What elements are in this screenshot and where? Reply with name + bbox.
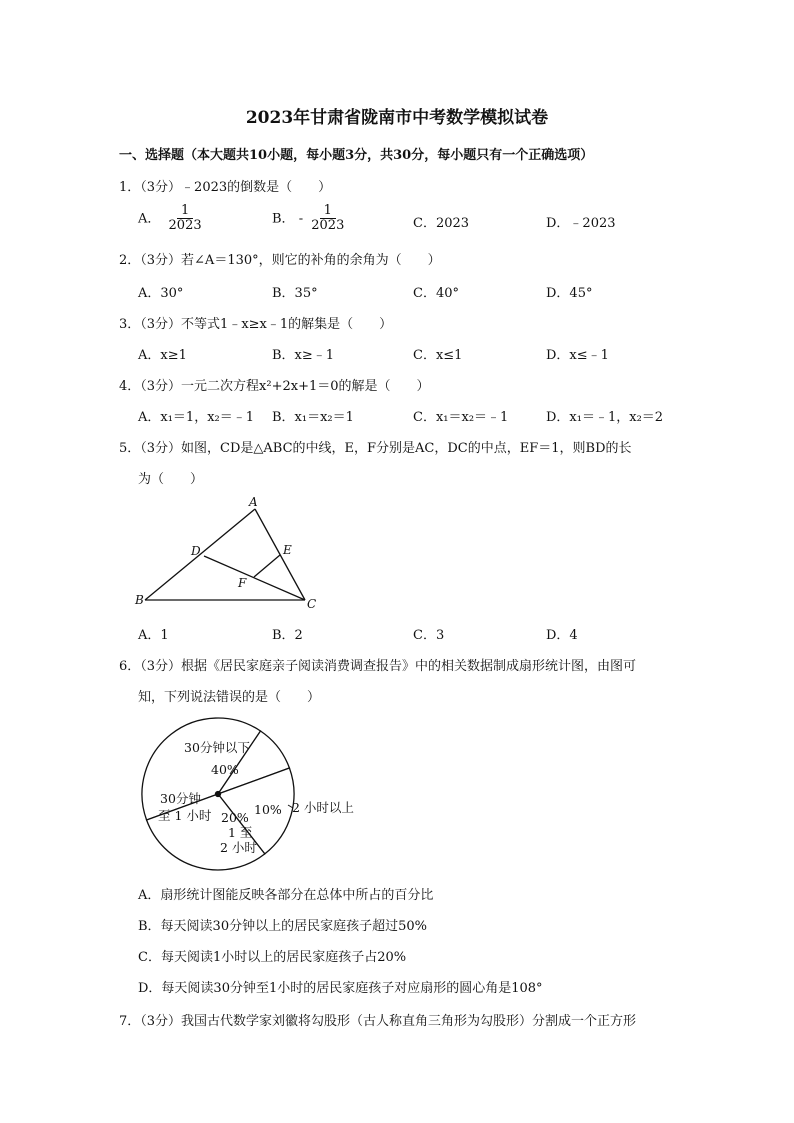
segment-ac [255, 509, 305, 600]
q4-stem: 4．（3分）一元二次方程x²+2x+1＝0的解是（ ） [119, 379, 430, 394]
pie-label-s2-name-1: 30分钟 [160, 791, 201, 806]
q1-option-a [138, 204, 206, 234]
q1-b-den: 2023 [311, 218, 345, 234]
q2-option-c: C．40° [413, 286, 459, 301]
label-e: E [283, 543, 292, 557]
q1-a-fraction [165, 204, 206, 234]
triangle-figure [130, 492, 330, 617]
pie-label-s1-pct: 40% [211, 762, 239, 777]
q5-option-a: A．1 [138, 628, 169, 643]
q4-option-c: C．x₁＝x₂＝﹣1 [413, 410, 509, 425]
q3-option-a: A．x≥1 [138, 348, 187, 363]
q5-option-b: B．2 [272, 628, 303, 643]
q1-a-den: 2023 [168, 218, 202, 234]
q6-option-a: A．扇形统计图能反映各部分在总体中所占的百分比 [138, 888, 434, 903]
q2-option-b: B．35° [272, 286, 318, 301]
q4-option-a: A．x₁＝1，x₂＝﹣1 [138, 410, 255, 425]
pie-label-s1-name: 30分钟以下 [184, 740, 250, 755]
pie-center-dot [216, 792, 221, 797]
segment-dc [204, 556, 305, 600]
pie-label-s3-name-1: 1 至 [228, 825, 253, 840]
pie-label-s2-name-2: 至 1 小时 [158, 808, 212, 823]
pie-label-s4-name: 2 小时以上 [292, 800, 354, 815]
q3-option-b: B．x≥﹣1 [272, 348, 335, 363]
q3-option-c: C．x≤1 [413, 348, 463, 363]
q3-option-d: D．x≤﹣1 [546, 348, 609, 363]
q2-option-d: D．45° [546, 286, 593, 301]
pie-label-s4-pct: 10% [254, 802, 282, 817]
q6-option-b: B．每天阅读30分钟以上的居民家庭孩子超过50% [138, 919, 427, 934]
section-heading: 一、选择题（本大题共10小题，每小题3分，共30分，每小题只有一个正确选项） [119, 148, 594, 163]
q2-option-a: A．30° [138, 286, 184, 301]
q1-stem: 1．（3分）﹣2023的倒数是（ ） [119, 180, 332, 195]
page-title: 2023年甘肃省陇南市中考数学模拟试卷 [245, 108, 549, 128]
q6-stem-line1: 6．（3分）根据《居民家庭亲子阅读消费调查报告》中的相关数据制成扇形统计图，由图可 [119, 659, 637, 674]
pie-chart [130, 716, 380, 876]
q5-option-c: C．3 [413, 628, 445, 643]
q6-stem-line2: 知，下列说法错误的是（ ） [138, 690, 321, 705]
q7-stem-line1: 7．（3分）我国古代数学家刘徽将勾股形（古人称直角三角形为勾股形）分割成一个正方形 [119, 1014, 637, 1029]
q4-option-b: B．x₁＝x₂＝1 [272, 410, 354, 425]
label-c: C [307, 597, 317, 611]
q4-option-d: D．x₁＝﹣1，x₂＝2 [546, 410, 664, 425]
q1-option-d: D．﹣2023 [546, 216, 616, 231]
pie-label-s3-name-2: 2 小时 [220, 840, 257, 855]
q1-a-num: 1 [177, 204, 193, 219]
q1-option-c: C．2023 [413, 216, 470, 231]
label-a: A [249, 495, 258, 509]
q6-option-d: D．每天阅读30分钟至1小时的居民家庭孩子对应扇形的圆心角是108° [138, 981, 543, 996]
label-f: F [238, 576, 247, 590]
q1-b-num: 1 [320, 204, 336, 219]
q1-option-b [272, 204, 348, 234]
pie-label-s3-pct: 20% [221, 810, 249, 825]
q6-option-c: C．每天阅读1小时以上的居民家庭孩子占20% [138, 950, 407, 965]
q1-b-fraction [307, 204, 348, 234]
q3-stem: 3．（3分）不等式1﹣x≥x﹣1的解集是（ ） [119, 317, 393, 332]
segment-ef [254, 555, 280, 577]
q1-b-label: B． [272, 211, 295, 227]
q1-b-sign: - [298, 211, 304, 227]
q1-a-label: A． [138, 211, 161, 227]
label-b: B [135, 593, 144, 607]
q5-stem-line2: 为（ ） [138, 472, 204, 487]
q2-stem: 2．（3分）若∠A＝130°，则它的补角的余角为（ ） [119, 253, 441, 268]
q5-option-d: D．4 [546, 628, 578, 643]
q5-stem-line1: 5．（3分）如图，CD是△ABC的中线，E，F分别是AC，DC的中点，EF＝1，则BD的长 [119, 441, 632, 456]
label-d: D [191, 544, 201, 558]
